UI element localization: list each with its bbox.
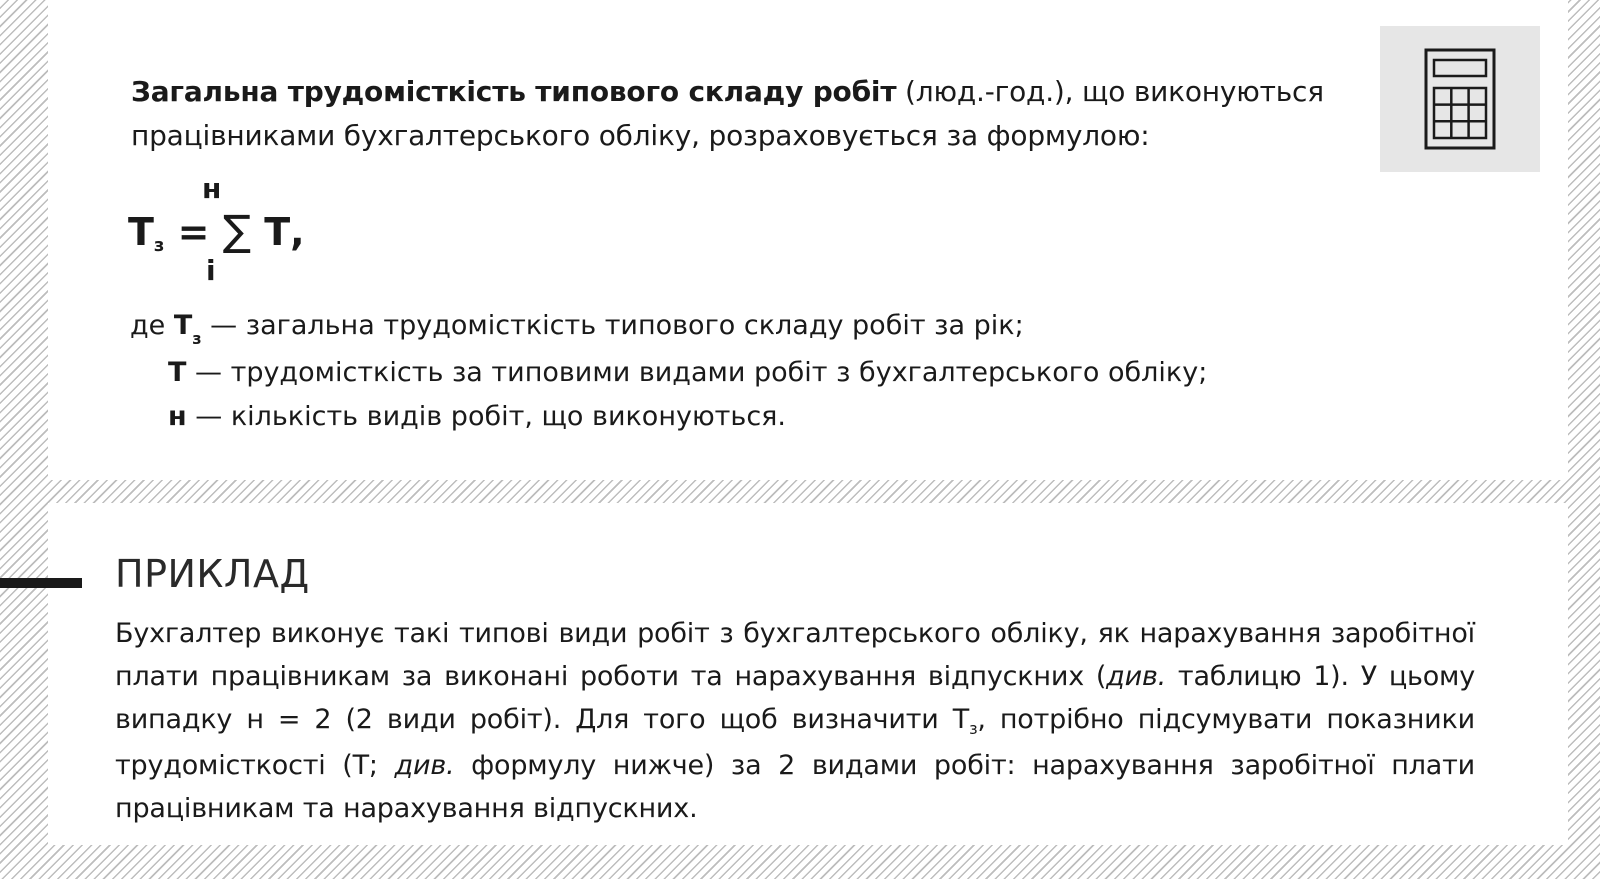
sum-lower-limit: і — [206, 254, 216, 287]
definition-text: — загальна трудомісткість типового складу робіт за рік; — [201, 310, 1024, 341]
example-title: ПРИКЛАД — [115, 552, 310, 596]
formula-lhs-sub: з — [153, 235, 165, 256]
definition-text: — кількість видів робіт, що виконуються. — [186, 401, 786, 432]
example-sub: з — [969, 719, 978, 738]
definition-text: — трудомісткість за типовими видами робіт з бухгалтерського обліку; — [186, 357, 1208, 388]
definition-row — [130, 351, 1207, 395]
intro-text-2: працівниками бухгалтерського обліку, розраховується за формулою: — [131, 119, 1150, 152]
definition-symbol-sub: з — [192, 329, 202, 348]
intro-bold-term: Загальна трудомісткість типового складу робіт — [131, 75, 897, 108]
definition-row — [130, 304, 1207, 351]
definition-row — [130, 395, 1207, 439]
definitions — [130, 304, 1207, 439]
calculator-badge — [1380, 26, 1540, 172]
sum-upper-limit: н — [202, 172, 222, 205]
sigma-symbol: ∑ — [222, 206, 252, 255]
example-text-3: , потрібно підсумувати показники трудомісткості (Т; — [115, 704, 1475, 781]
formula-rhs: Т, — [251, 210, 305, 254]
example-text-4: формулу нижче) за 2 видами робіт: нарахування заробітної плати працівникам та нарахування відпускних. — [115, 750, 1475, 824]
example-text-2: таблицю 1). У цьому випадку н = 2 (2 види робіт). Для того щоб визначити Т — [115, 661, 1475, 735]
example-text-1: Бухгалтер виконує такі типові види робіт з бухгалтерського обліку, як нарахування заробітної плати працівникам за виконані роботи та нарахування відпускних ( — [115, 618, 1475, 692]
example-marker-bar — [0, 578, 82, 588]
intro-text-1: (люд.-год.), що виконуються — [896, 75, 1324, 108]
definition-symbol: н — [168, 401, 187, 432]
formula — [128, 172, 328, 292]
formula-main — [128, 206, 305, 255]
formula-lhs: Т — [128, 210, 154, 254]
intro-paragraph — [131, 70, 1361, 158]
example-paragraph — [115, 612, 1475, 830]
formula-equals: = — [164, 210, 223, 254]
definition-prefix: де — [130, 310, 174, 341]
definition-symbol: Т — [168, 357, 187, 388]
definition-symbol: Т — [173, 310, 193, 341]
example-see-2: див. — [394, 750, 455, 781]
example-see-1: див. — [1106, 661, 1167, 692]
calculator-icon — [1424, 48, 1496, 150]
